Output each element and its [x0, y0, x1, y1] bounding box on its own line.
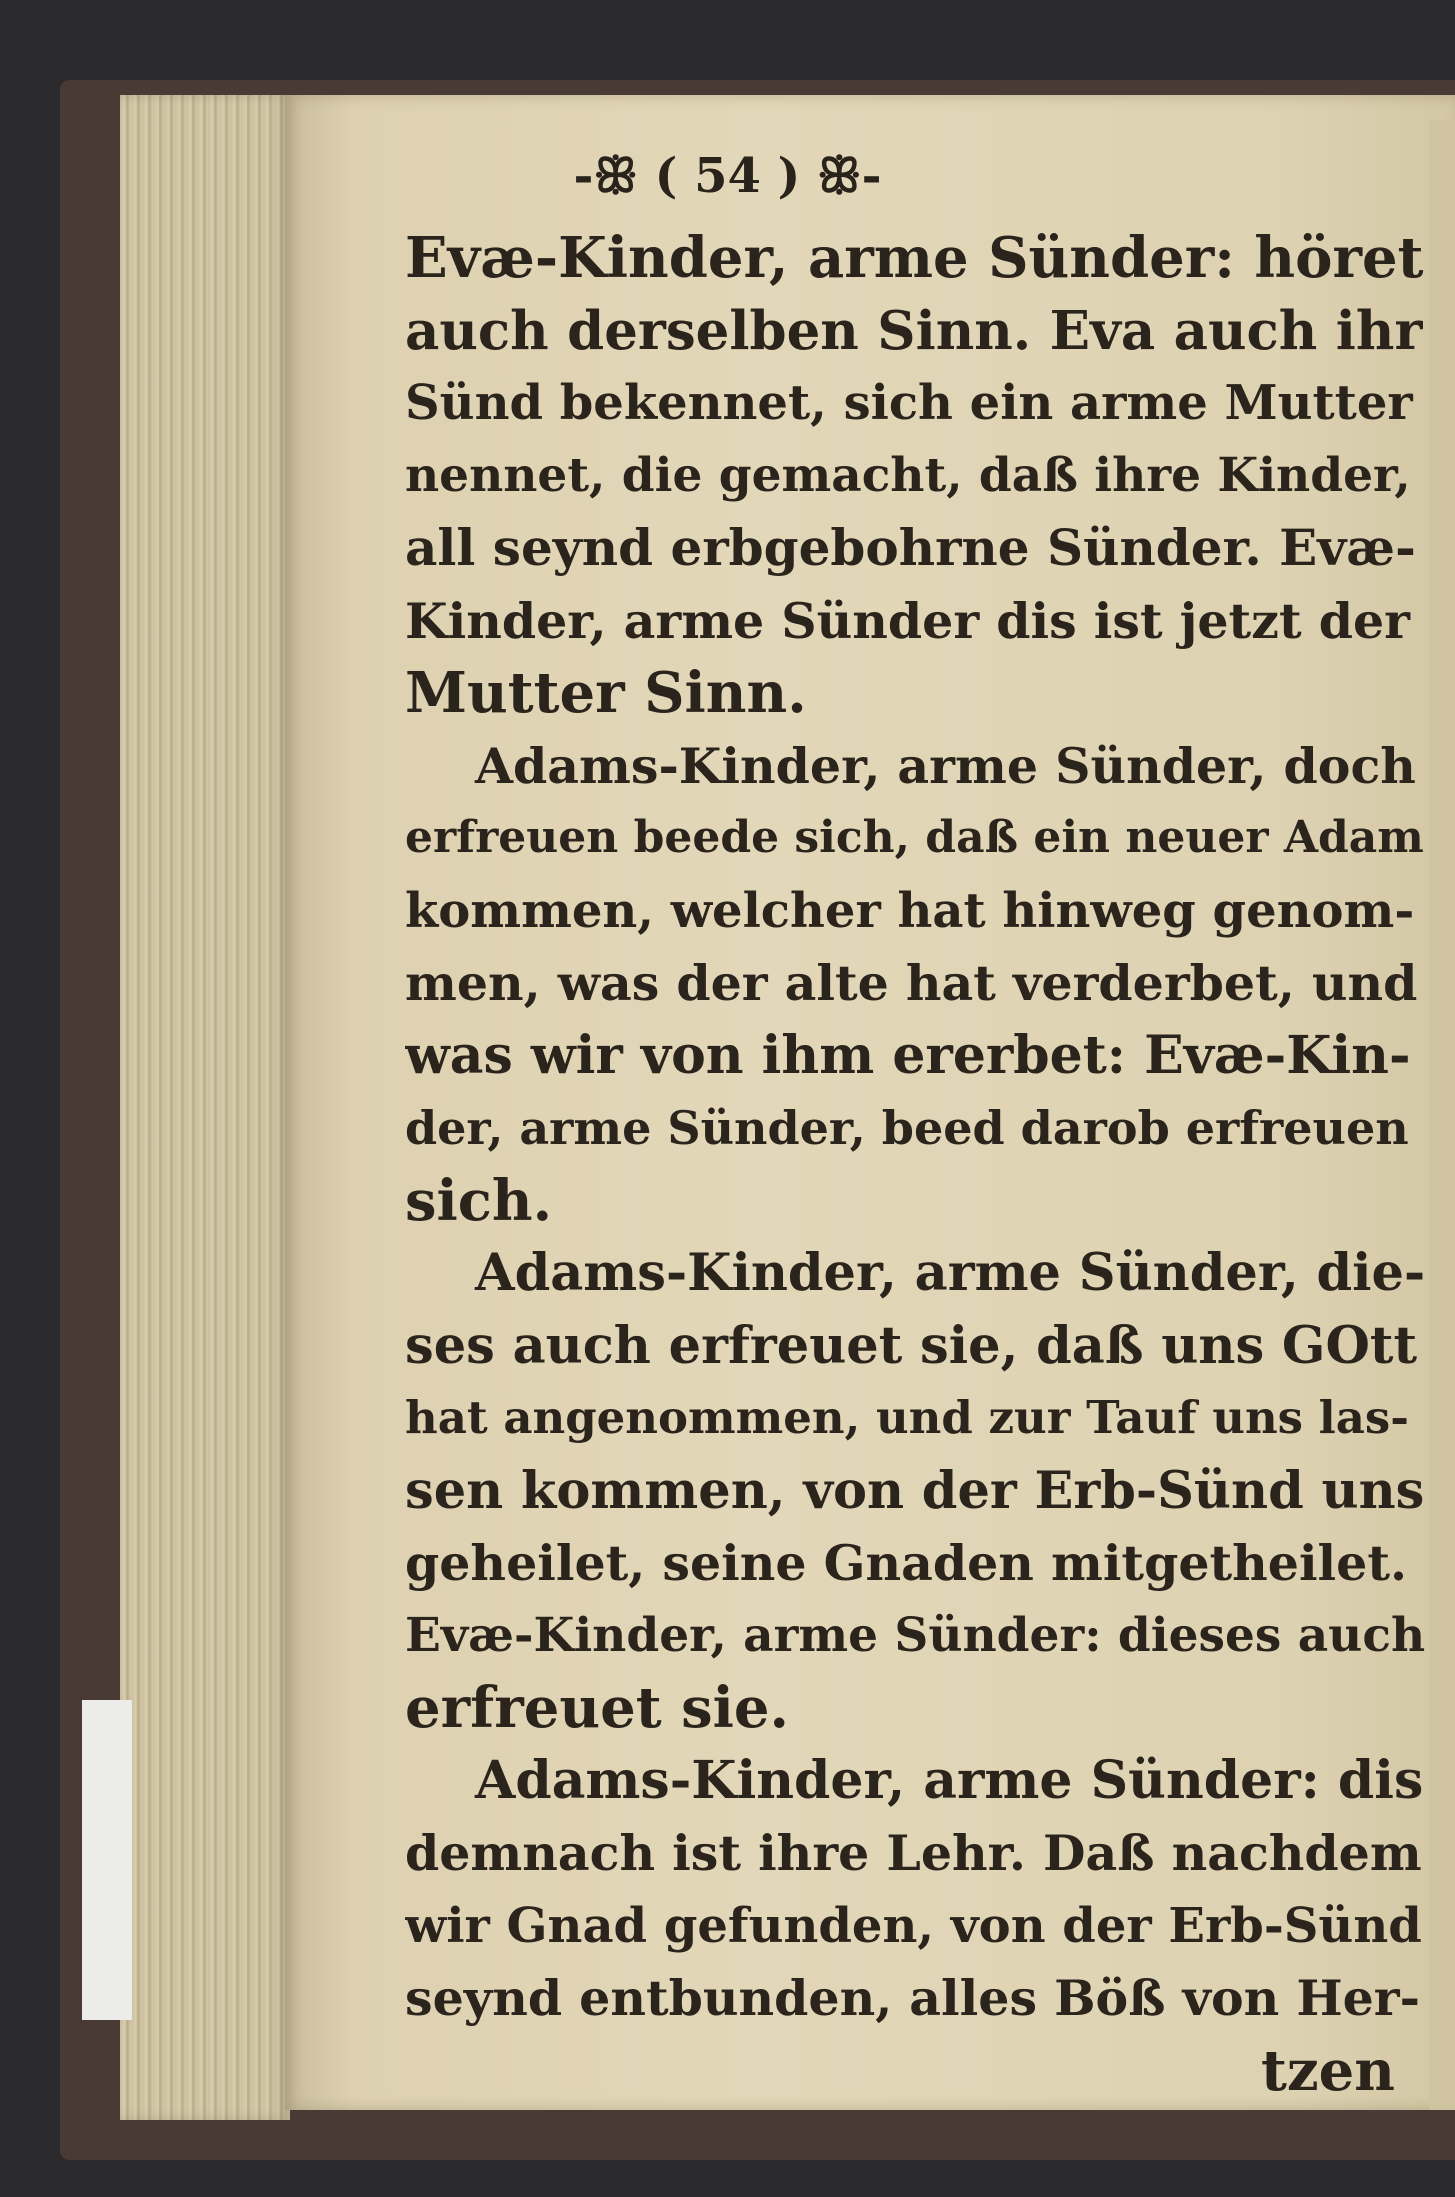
text-line: Adams-Kinder, arme Sünder: dis [475, 1749, 1424, 1811]
text-line: nennet, die gemacht, daß ihre Kinder, [405, 447, 1411, 503]
text-line: Evæ-Kinder, arme Sünder: höret [405, 225, 1424, 291]
header-ornament-left: -ꕥ [573, 148, 638, 204]
text-block [405, 222, 1425, 2107]
text-line: Adams-Kinder, arme Sünder, die- [475, 1243, 1425, 1303]
text-line: geheilet, seine Gnaden mitgetheilet. [405, 1534, 1408, 1592]
text-line: kommen, welcher hat hinweg genom- [405, 882, 1415, 939]
text-line: all seynd erbgebohrne Sünder. Evæ- [405, 518, 1416, 577]
text-line: auch derselben Sinn. Eva auch ihr [405, 299, 1423, 362]
text-line: Adams-Kinder, arme Sünder, doch [475, 736, 1416, 795]
text-line: demnach ist ihre Lehr. Daß nachdem [405, 1824, 1422, 1882]
text-line: sich. [405, 1167, 553, 1234]
page-number: ( 54 ) [654, 148, 801, 204]
page-header [0, 148, 1455, 205]
text-line: ses auch erfreuet sie, daß uns GOtt [405, 1315, 1418, 1376]
text-line: tzen [1260, 2037, 1395, 2104]
paper-slip [82, 1700, 132, 2020]
text-line: sen kommen, von der Erb-Sünd uns [405, 1460, 1425, 1521]
text-line: men, was der alte hat verderbet, und [405, 954, 1418, 1012]
text-line: der, arme Sünder, beed darob erfreuen [405, 1101, 1409, 1155]
text-line: Sünd bekennet, sich ein arme Mutter [405, 375, 1413, 431]
text-line: hat angenommen, und zur Tauf uns las- [405, 1391, 1409, 1444]
page-right-edge [1430, 120, 1455, 2110]
header-ornament-right: ꕥ- [817, 148, 882, 204]
text-line: was wir von ihm ererbet: Evæ-Kin- [405, 1024, 1411, 1086]
text-line: seynd entbunden, alles Böß von Her- [405, 1969, 1420, 2027]
text-line: wir Gnad gefunden, von der Erb-Sünd [405, 1897, 1422, 1954]
text-line: erfreuen beede sich, daß ein neuer Adam [405, 812, 1424, 863]
text-line: Evæ-Kinder, arme Sünder: dieses auch [405, 1607, 1425, 1663]
text-line: Mutter Sinn. [405, 660, 807, 726]
text-line: Kinder, arme Sünder dis ist jetzt der [405, 591, 1410, 650]
page-edges [120, 95, 290, 2120]
text-line: erfreuet sie. [405, 1675, 789, 1741]
